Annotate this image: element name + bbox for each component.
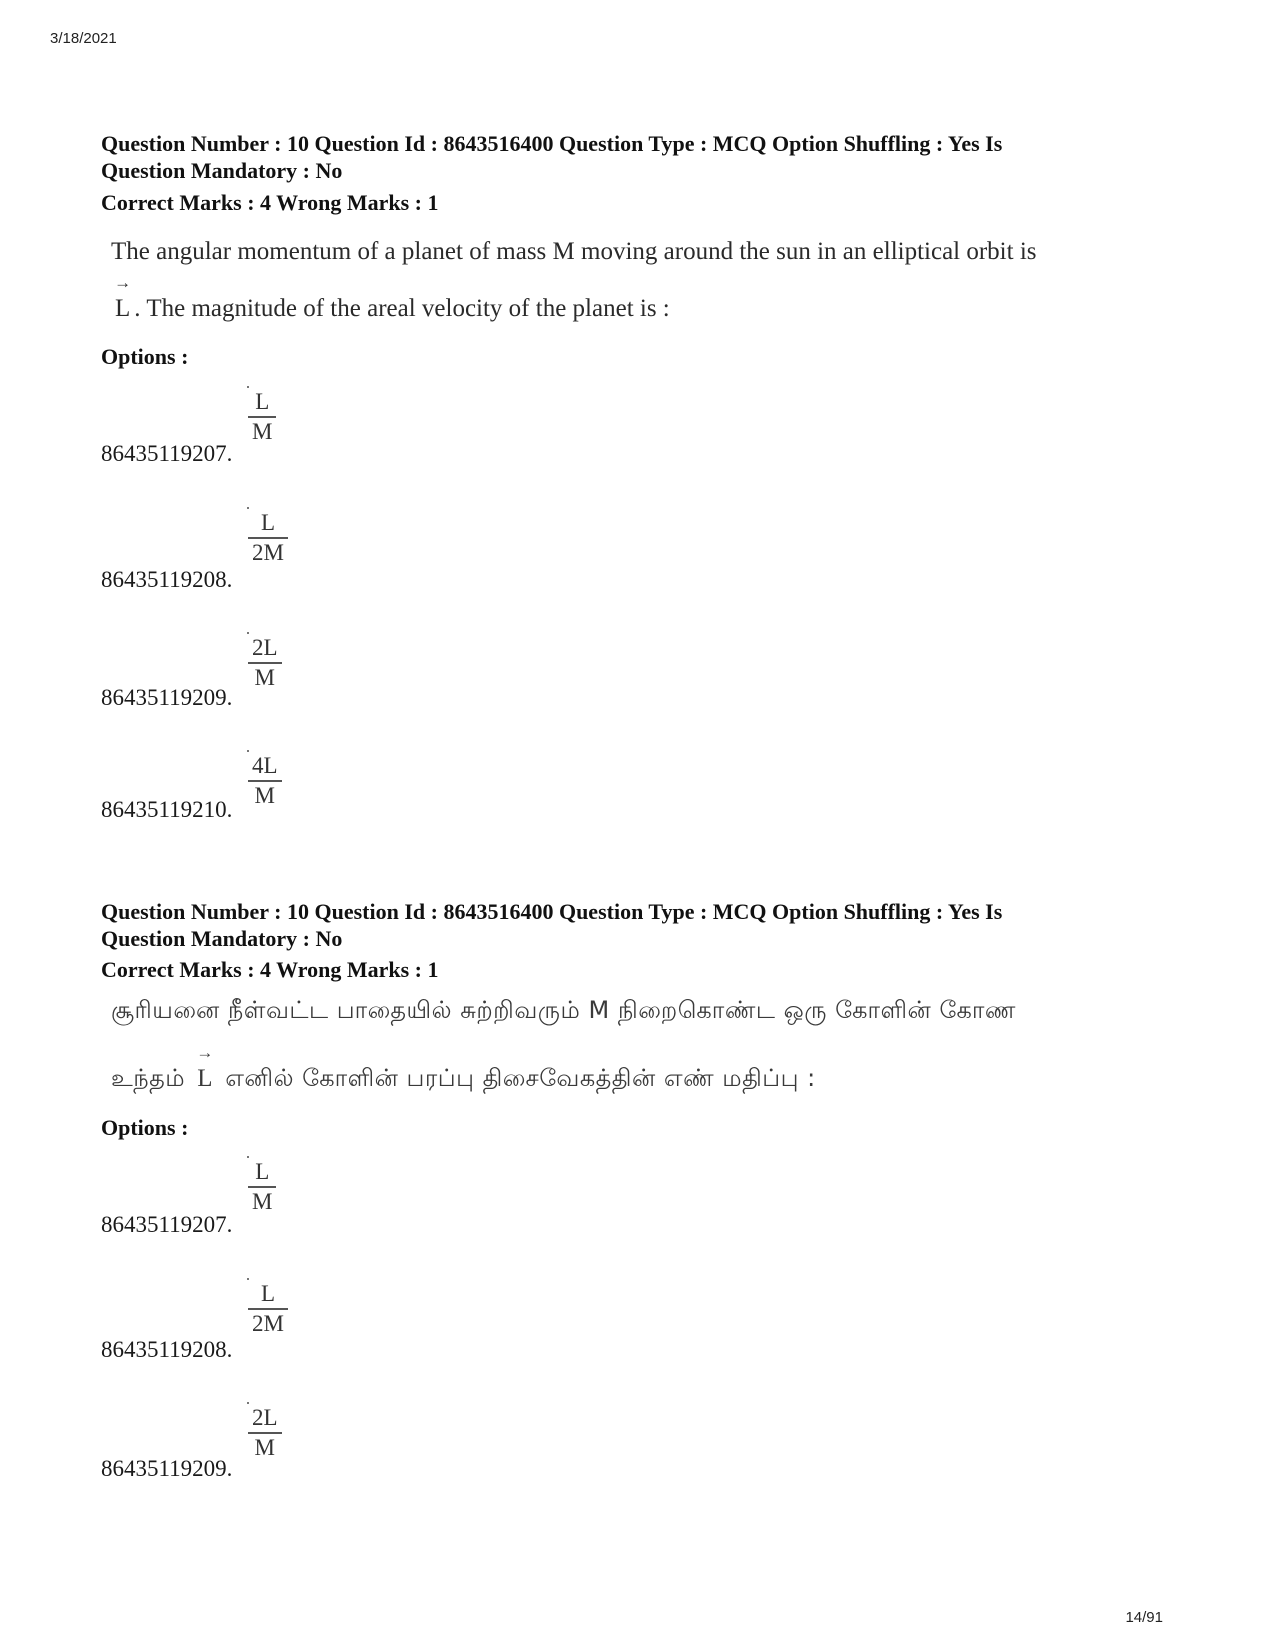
- fraction-numerator: L: [255, 1159, 270, 1184]
- option-fraction: [248, 388, 276, 446]
- question-marks: Correct Marks : 4 Wrong Marks : 1: [101, 190, 439, 215]
- vector-symbol: → L: [196, 1043, 214, 1092]
- option-id: 86435119209.: [101, 685, 233, 710]
- options-label: Options :: [101, 1115, 189, 1140]
- print-date: 3/18/2021: [50, 30, 117, 47]
- question-meta-line2: Question Mandatory : No: [101, 158, 343, 183]
- question-text-line2: உந்தம் → L எனில் கோளின் பரப்பு திசைவேகத்தின் எண் மதிப்பு :: [111, 1043, 816, 1092]
- fraction-denominator: M: [254, 665, 275, 690]
- fraction-numerator: 4L: [252, 753, 278, 778]
- fraction-numerator: L: [260, 510, 275, 535]
- vector-arrow-icon: →: [196, 1043, 214, 1062]
- fraction-numerator: L: [260, 1281, 275, 1306]
- question-text-line1: The angular momentum of a planet of mass M moving around the sun in an elliptical orbit is: [111, 238, 1037, 265]
- fraction-denominator: M: [252, 1189, 273, 1214]
- fraction-denominator: M: [254, 1435, 275, 1460]
- option-id: 86435119208.: [101, 1337, 233, 1362]
- fraction-denominator: 2M: [252, 540, 284, 565]
- question-marks: Correct Marks : 4 Wrong Marks : 1: [101, 957, 439, 982]
- page-number: 14/91: [1125, 1609, 1163, 1626]
- option-fraction: [248, 1404, 282, 1462]
- question-meta-line1: Question Number : 10 Question Id : 8643516400 Question Type : MCQ Option Shuffling : Yes Is: [101, 131, 1003, 156]
- question-meta-line2: Question Mandatory : No: [101, 926, 343, 951]
- fraction-numerator: 2L: [252, 1405, 278, 1430]
- options-label: Options :: [101, 344, 189, 369]
- option-id: 86435119207.: [101, 441, 233, 466]
- question-text-line2: → L . The magnitude of the areal velocity of the planet is :: [114, 273, 670, 322]
- option-id: 86435119210.: [101, 797, 233, 822]
- fraction-denominator: M: [252, 419, 273, 444]
- option-fraction: [248, 1280, 288, 1338]
- option-fraction: [248, 1158, 276, 1216]
- option-id: 86435119207.: [101, 1212, 233, 1237]
- option-fraction: [248, 634, 282, 692]
- question-text-line1: சூரியனை நீள்வட்ட பாதையில் சுற்றிவரும் M நிறைகொண்ட ஒரு கோளின் கோண: [111, 996, 1016, 1024]
- vector-arrow-icon: →: [114, 273, 132, 292]
- fraction-denominator: M: [254, 783, 275, 808]
- question-meta-line1: Question Number : 10 Question Id : 8643516400 Question Type : MCQ Option Shuffling : Yes Is: [101, 899, 1003, 924]
- fraction-denominator: 2M: [252, 1311, 284, 1336]
- option-fraction: [248, 509, 288, 567]
- vector-symbol: → L: [114, 273, 132, 322]
- fraction-numerator: L: [255, 389, 270, 414]
- fraction-numerator: 2L: [252, 635, 278, 660]
- question-meta: [101, 130, 1181, 184]
- option-id: 86435119209.: [101, 1456, 233, 1481]
- question-meta: [101, 898, 1181, 952]
- option-fraction: [248, 752, 282, 810]
- option-id: 86435119208.: [101, 567, 233, 592]
